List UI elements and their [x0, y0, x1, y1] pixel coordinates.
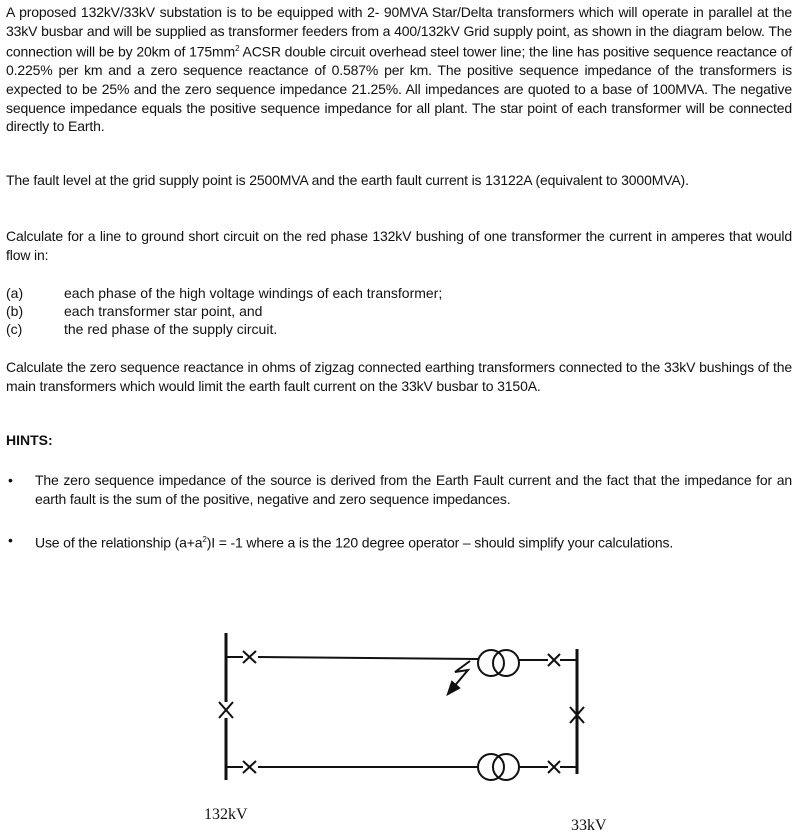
- item-text: the red phase of the supply circuit.: [64, 321, 278, 337]
- item-label: (b): [6, 303, 24, 319]
- intro-text: A proposed 132kV/33kV substation is to be equipped with 2- 90MVA Star/Delta transformers which will operate in parallel at the 33kV busbar and will be supplied as transformer feeders from a 400/132kV Grid supply point, as shown in the diagram below. The connection will be by 20km of 175mm: [6, 4, 792, 60]
- transformer-1-icon: [478, 650, 519, 676]
- intro-superscript: 2: [235, 44, 240, 54]
- label-33kv: 33kV: [571, 817, 607, 834]
- bullet-icon: •: [8, 472, 13, 488]
- fault-arrow-icon: [448, 661, 470, 694]
- label-132kv: 132kV: [204, 806, 248, 823]
- overhead-line-1: [258, 657, 478, 659]
- bullet-icon: •: [8, 532, 13, 548]
- item-label: (a): [6, 285, 24, 301]
- hint-text: The zero sequence impedance of the source is derived from the Earth Fault current and the fact that the impedance for an earth fault is the sum of the positive, negative and zero sequence impedances.: [35, 472, 792, 507]
- bus-section-breaker-132kv: [219, 702, 233, 718]
- intro-rest: ACSR double circuit overhead steel tower line; the line has positive sequence reactance of 0.225% per km and a zero sequence reactance of 0.587% per km. The positive sequence impedance of the transformers is expected to be 25% and the zero sequence impedance 21.25%. All impedances are quoted to a base of 100MVA. The negative sequence impedance equals the positive sequence impedance for all plant. The star point of each transformer will be connected directly to Earth.: [6, 43, 792, 135]
- item-text: each transformer star point, and: [64, 303, 263, 319]
- hints-heading: HINTS:: [6, 432, 53, 448]
- item-label: (c): [6, 321, 23, 337]
- calculate-paragraph: Calculate for a line to ground short circuit on the red phase 132kV bushing of one transformer the current in amperes that would flow in:: [6, 228, 792, 263]
- fault-level-paragraph: The fault level at the grid supply point is 2500MVA and the earth fault current is 13122A (equivalent to 3000MVA).: [6, 172, 689, 188]
- hint-superscript: 2: [202, 535, 207, 544]
- breaker-feeder-2-lv: [548, 761, 560, 773]
- breaker-feeder-1-lv: [548, 654, 560, 666]
- transformer-2-icon: [478, 754, 519, 780]
- breaker-feeder-1-hv: [243, 651, 256, 663]
- zigzag-paragraph: Calculate the zero sequence reactance in ohms of zigzag connected earthing transformers connected to the 33kV bushings of the main transformers which would limit the earth fault current on the 33kV busbar to 3150A.: [6, 359, 792, 394]
- breaker-feeder-2-hv: [243, 761, 256, 773]
- item-text: each phase of the high voltage windings of each transformer;: [64, 285, 443, 301]
- hint-text-pre: Use of the relationship (a+a: [35, 534, 203, 551]
- hint-text-post: )I = -1 where a is the 120 degree operator – should simplify your calculations.: [206, 534, 674, 551]
